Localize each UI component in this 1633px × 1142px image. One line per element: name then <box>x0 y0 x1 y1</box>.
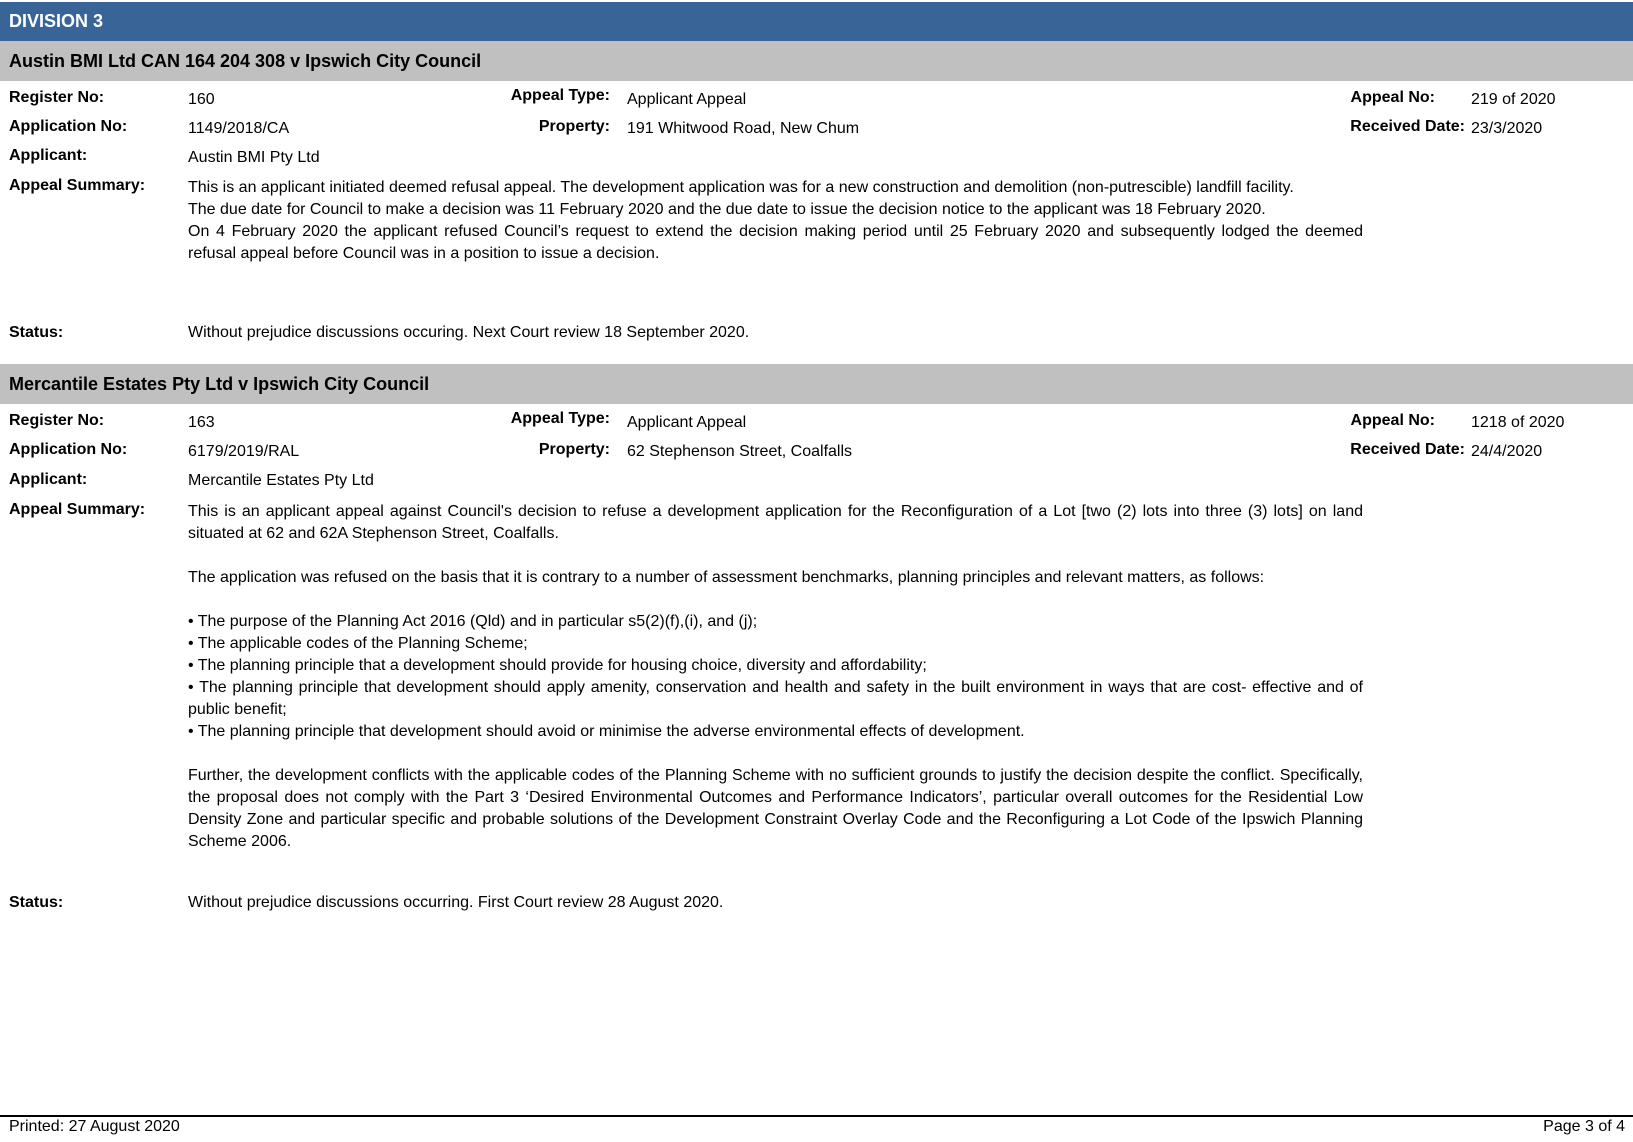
register-no-value: 160 <box>188 91 215 108</box>
summary-paragraph: This is an applicant initiated deemed refusal appeal. The development application was for a new construction and demolition (non-putrescible) landfill facility. <box>188 179 1294 196</box>
status-value: Without prejudice discussions occuring. Next Court review 18 September 2020. <box>188 324 750 341</box>
property-value: 62 Stephenson Street, Coalfalls <box>627 443 853 460</box>
summary-paragraph: On 4 February 2020 the applicant refused Council’s request to extend the decision making period until 25 February 2020 and subsequently lodged the deemed refusal appeal before Council was in a position to issue a decision. <box>188 223 1363 262</box>
summary-bullet: • The planning principle that development should avoid or minimise the adverse environmental effects of development. <box>188 723 1025 740</box>
appeal-summary-text <box>188 177 1363 265</box>
property-label: Property: <box>538 441 610 458</box>
application-no-value: 6179/2019/RAL <box>188 443 300 460</box>
application-no-value: 1149/2018/CA <box>188 120 290 137</box>
applicant-label: Applicant: <box>9 471 88 488</box>
received-date-value: 23/3/2020 <box>1471 120 1543 137</box>
appeal-type-value: Applicant Appeal <box>627 414 747 431</box>
case-title-1: Austin BMI Ltd CAN 164 204 308 v Ipswich City Council <box>0 41 1633 81</box>
received-date-label: Received Date: <box>1350 441 1465 458</box>
footer-divider <box>0 1115 1633 1117</box>
appeal-summary-label: Appeal Summary: <box>9 501 146 518</box>
summary-further: Further, the development conflicts with the applicable codes of the Planning Scheme with no sufficient grounds to justify the decision despite the conflict. Specifically, the proposal does not comply with the Part 3 ‘Desired Environmental Outcomes and Performance Indicators’, particular overall outcomes for the Residential Low Density Zone and particular specific and probable solutions of the Development Constraint Overlay Code and the Reconfiguring a Lot Code of the Ipswich Planning Scheme 2006. <box>188 767 1363 850</box>
summary-bullet: • The applicable codes of the Planning Scheme; <box>188 635 528 652</box>
page-number: Page 3 of 4 <box>1543 1118 1625 1135</box>
application-no-label: Application No: <box>9 118 128 135</box>
appeal-no-label: Appeal No: <box>1350 89 1435 106</box>
appeal-type-label: Appeal Type: <box>510 87 610 104</box>
summary-bullet: • The planning principle that a development should provide for housing choice, diversity and affordability; <box>188 657 927 674</box>
property-label: Property: <box>538 118 610 135</box>
appeal-no-label: Appeal No: <box>1350 412 1435 429</box>
appeal-summary-text <box>188 501 1363 853</box>
register-no-label: Register No: <box>9 412 105 429</box>
status-value: Without prejudice discussions occurring. First Court review 28 August 2020. <box>188 894 724 911</box>
case-title-2: Mercantile Estates Pty Ltd v Ipswich City Council <box>0 364 1633 404</box>
received-date-value: 24/4/2020 <box>1471 443 1543 460</box>
status-label: Status: <box>9 894 64 911</box>
received-date-label: Received Date: <box>1350 118 1465 135</box>
summary-bullet: • The purpose of the Planning Act 2016 (Qld) and in particular s5(2)(f),(i), and (j); <box>188 613 758 630</box>
applicant-value: Mercantile Estates Pty Ltd <box>188 472 374 489</box>
register-no-label: Register No: <box>9 89 105 106</box>
appeal-no-value: 1218 of 2020 <box>1471 414 1565 431</box>
summary-intro: This is an applicant appeal against Council's decision to refuse a development application for the Reconfiguration of a Lot [two (2) lots into three (3) lots] on land situated at 62 and 62A Stephenson Street, Coalfalls. <box>188 503 1363 542</box>
register-no-value: 163 <box>188 414 215 431</box>
appeal-no-value: 219 of 2020 <box>1471 91 1556 108</box>
appeal-type-value: Applicant Appeal <box>627 91 747 108</box>
division-header: DIVISION 3 <box>0 2 1633 41</box>
summary-paragraph: The due date for Council to make a decision was 11 February 2020 and the due date to issue the decision notice to the applicant was 18 February 2020. <box>188 201 1266 218</box>
printed-date: Printed: 27 August 2020 <box>9 1118 180 1135</box>
appeal-type-label: Appeal Type: <box>510 410 610 427</box>
applicant-label: Applicant: <box>9 147 88 164</box>
application-no-label: Application No: <box>9 441 128 458</box>
status-label: Status: <box>9 324 64 341</box>
summary-basis: The application was refused on the basis that it is contrary to a number of assessment benchmarks, planning principles and relevant matters, as follows: <box>188 569 1265 586</box>
applicant-value: Austin BMI Pty Ltd <box>188 149 320 166</box>
property-value: 191 Whitwood Road, New Chum <box>627 120 860 137</box>
appeal-summary-label: Appeal Summary: <box>9 177 146 194</box>
summary-bullet: • The planning principle that development should apply amenity, conservation and health and safety in the built environment in ways that are cost- effective and of public benefit; <box>188 679 1363 718</box>
